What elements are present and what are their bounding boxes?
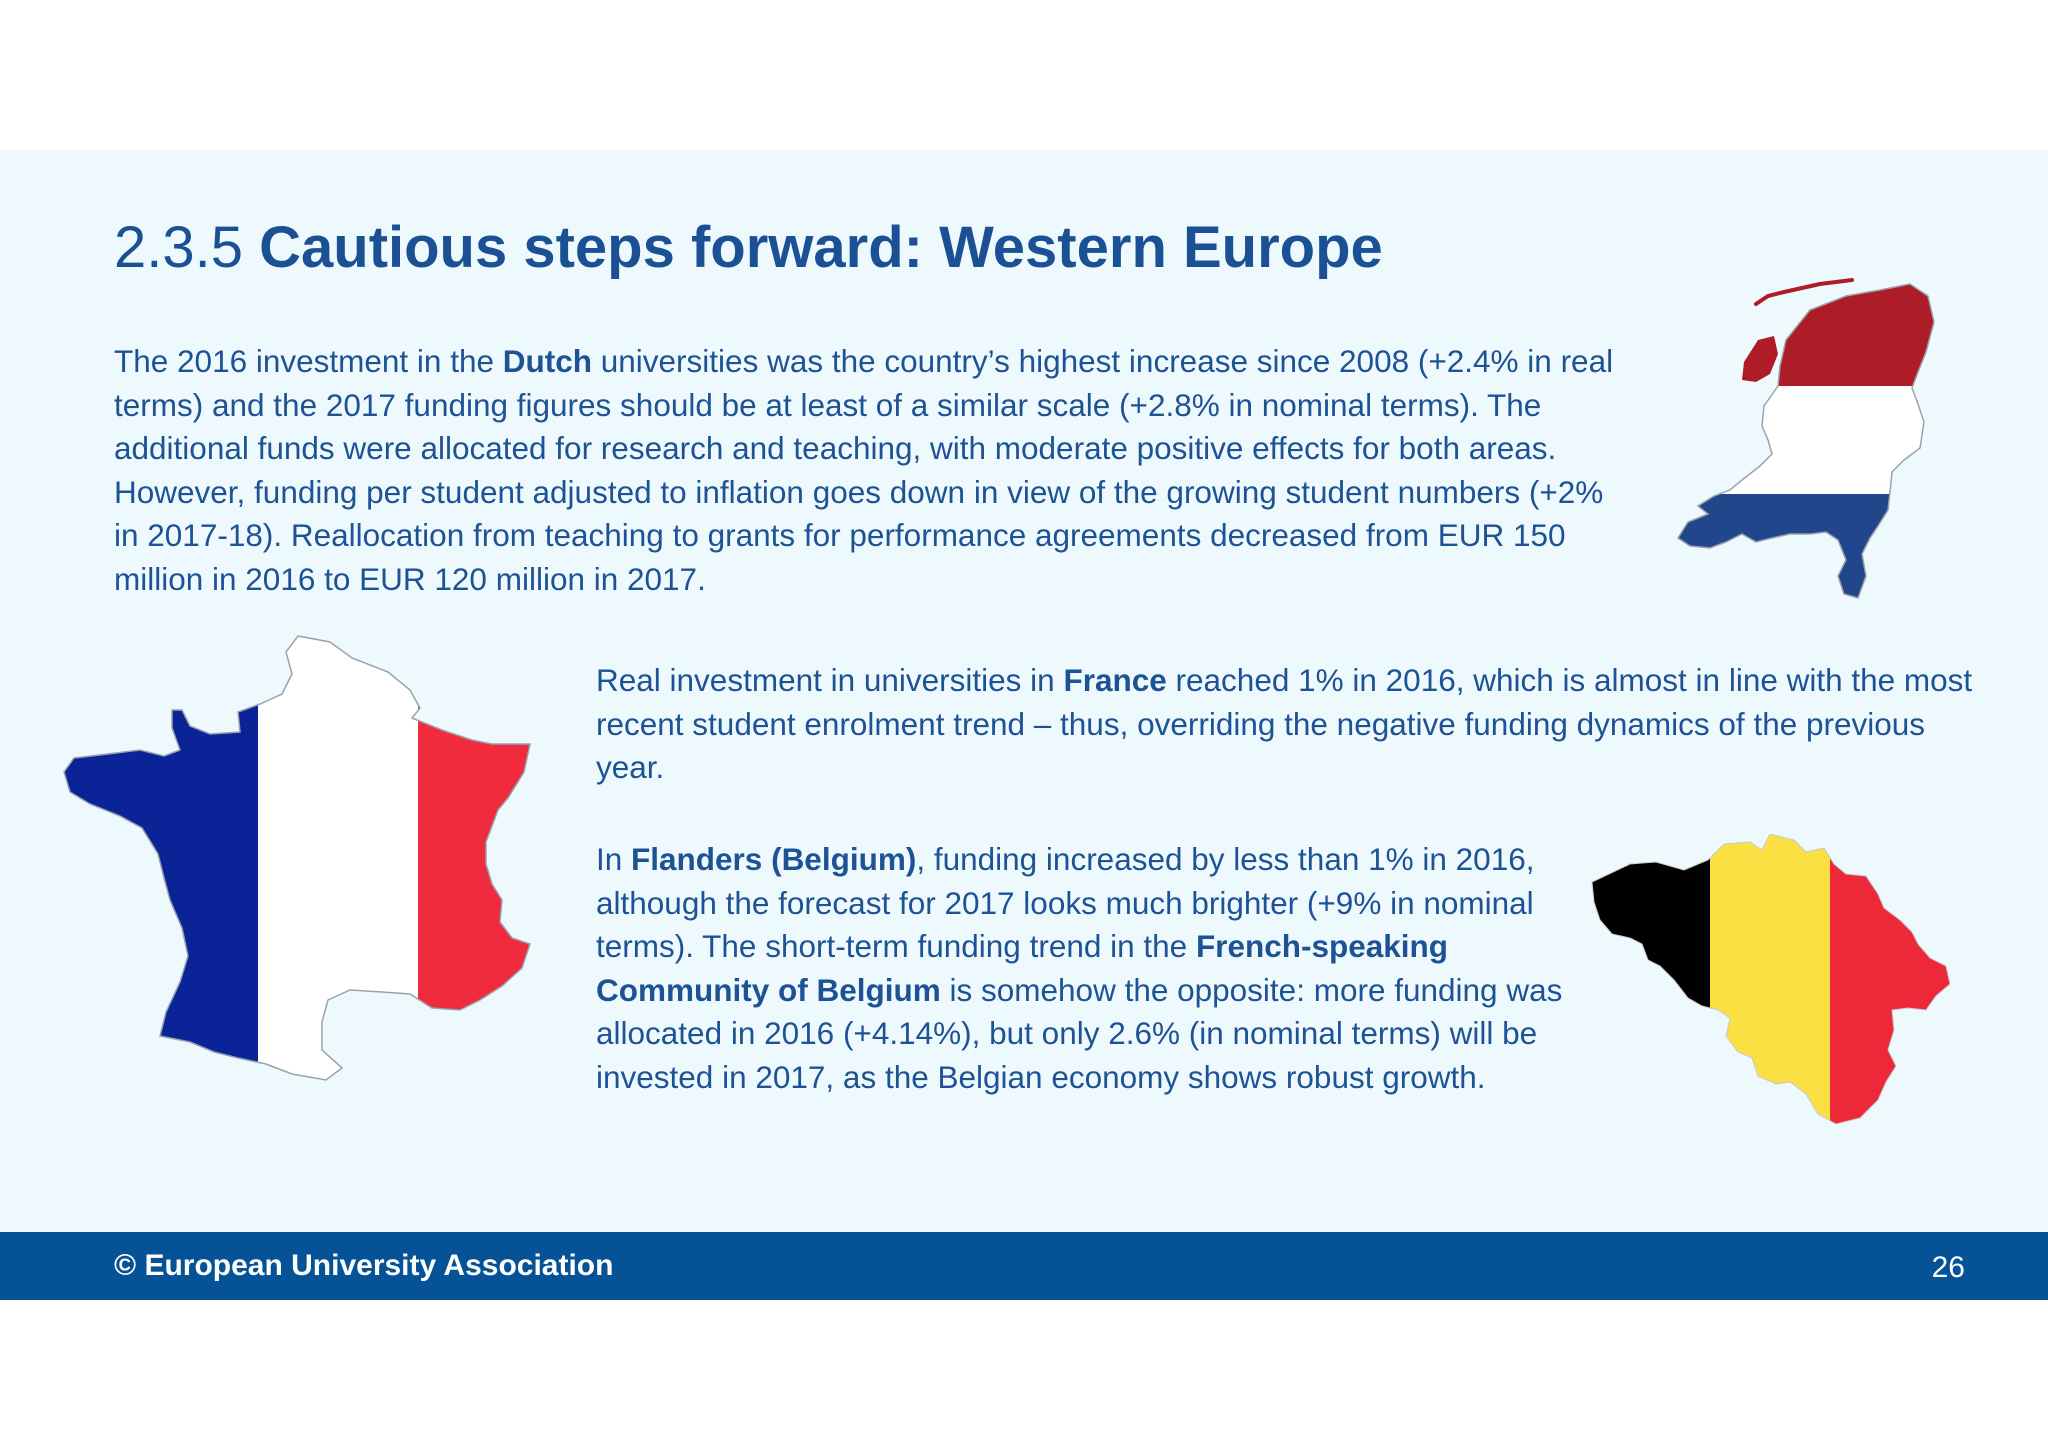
paragraph-france [596, 659, 1996, 790]
title-number: 2.3.5 [114, 215, 243, 280]
text-run: universities was the country’s highest increase since 2008 (+2.4% in real terms) and the 2017 funding figures should be at least of a similar scale (+2.8% in nominal terms). The additional funds were allocated for research and teaching, with moderate positive effects for both areas. However, funding per student adjusted to inflation goes down in view of the growing student numbers (+2% in 2017-18). Reallocation from teaching to grants for performance agreements decreased from EUR 150 million in 2016 to EUR 120 million in 2017. [114, 343, 1614, 597]
text-run: , funding increased by less than 1% in 2016, although the forecast for 2017 looks much brighter (+9% in nominal terms). The short-term funding trend in the [596, 841, 1535, 965]
country-name: France [1063, 662, 1167, 698]
paragraph-netherlands [114, 340, 1634, 602]
title-text: Cautious steps forward: Western Europe [259, 215, 1383, 280]
belgium-flag-map-icon [1590, 834, 1950, 1130]
france-flag-map-icon [60, 632, 536, 1116]
text-run: The 2016 investment in the [114, 343, 503, 379]
slide-title [114, 210, 1383, 286]
country-name: Dutch [502, 343, 592, 379]
text-run: Real investment in universities in [596, 662, 1064, 698]
paragraph-belgium [596, 838, 1606, 1100]
region-name: Flanders (Belgium) [631, 841, 917, 877]
text-run: In [596, 841, 632, 877]
region-name: French-speaking Community of Belgium [596, 928, 1448, 1008]
footer-copyright: © European University Association [114, 1249, 614, 1282]
netherlands-flag-map-icon [1660, 276, 1940, 602]
page-number: 26 [1931, 1251, 1965, 1284]
text-run: is somehow the opposite: more funding was allocated in 2016 (+4.14%), but only 2.6% (in nominal terms) will be invested in 2017, as the Belgian economy shows robust growth. [596, 971, 1563, 1095]
text-run: reached 1% in 2016, which is almost in line with the most recent student enrolment trend – thus, overriding the negative funding dynamics of the previous year. [596, 662, 1973, 786]
